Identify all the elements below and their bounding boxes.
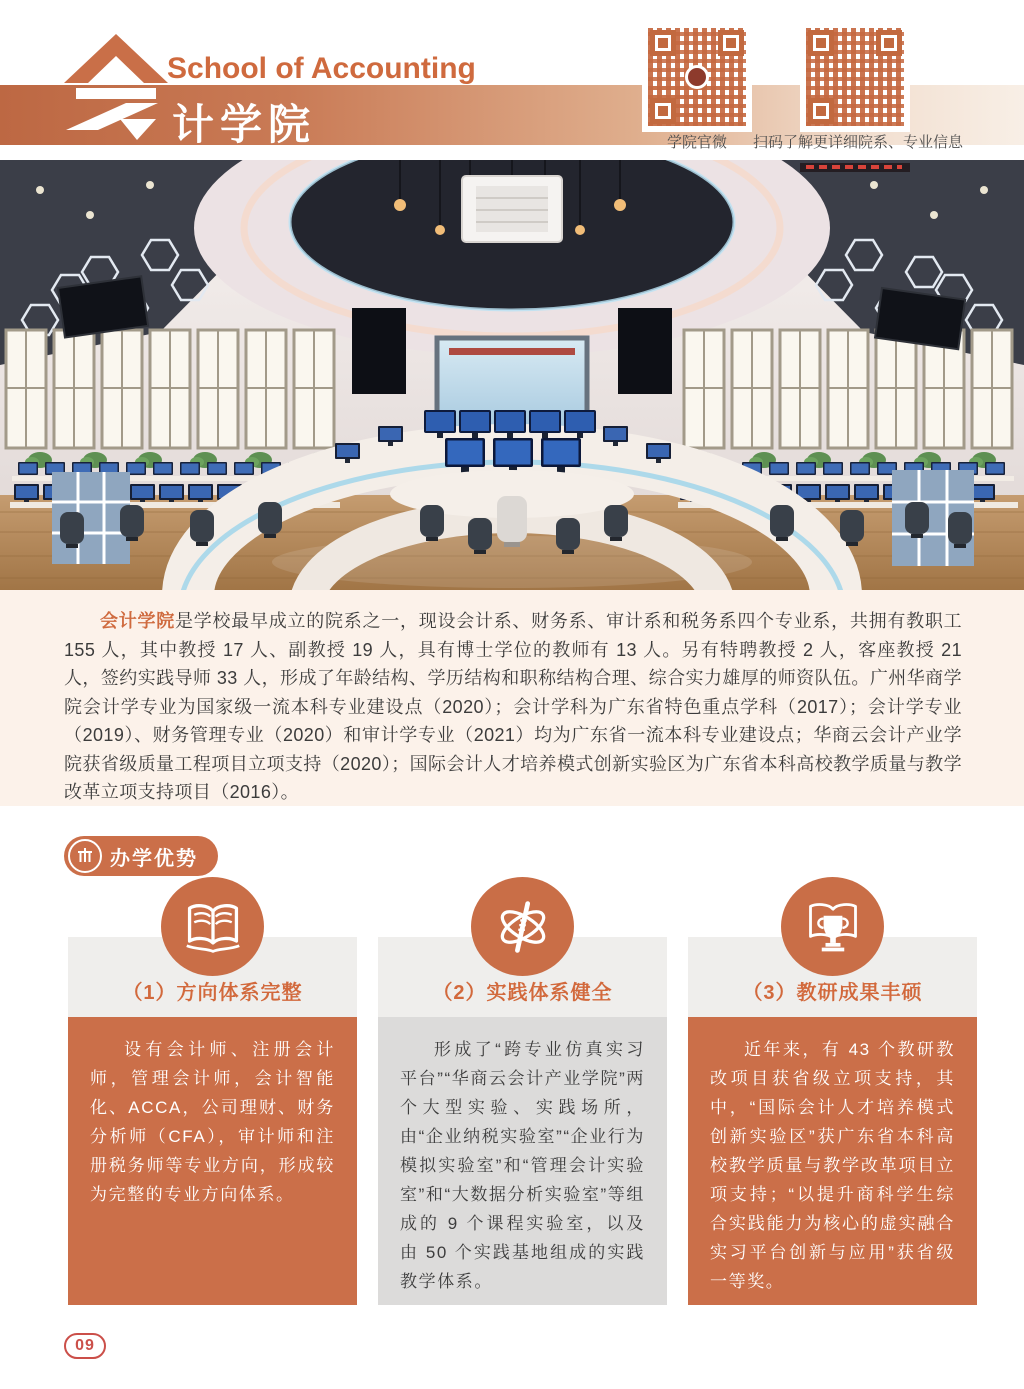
qr-finder-icon [808, 30, 834, 56]
intro-panel [0, 590, 1024, 806]
section-badge-label: 办学优势 [110, 847, 198, 870]
column-2-body: 形成了“跨专业仿真实习平台”“华商云会计产业学院”两个大型实验、实践场所，由“企业纳税实验室”“企业行为模拟实验室”和“管理会计实验室”和“大数据分析实验室”等组成的 9 个课程实验室，以及由 50 个实践基地组成的实践教学体系。 [378, 1017, 667, 1305]
column-1-body: 设有会计师、注册会计师，管理会计师，会计智能化、ACCA，公司理财、财务分析师（CFA），审计师和注册税务师等专业方向，形成较为完整的专业方向体系。 [68, 1017, 357, 1305]
qr-finder-icon [650, 98, 676, 124]
qr-info-label: 扫码了解更详细院系、专业信息 [752, 134, 963, 151]
column-1-title: （1）方向体系完整 [122, 982, 303, 1004]
qr-finder-icon [650, 30, 676, 56]
qr-code-wechat-icon [648, 28, 746, 126]
intro-body: 是学校最早成立的院系之一，现设会计系、财务系、审计系和税务系四个专业系，共拥有教职工 155 人，其中教授 17 人、副教授 19 人，具有博士学位的教师有 13 人。另有特聘教授 2 人，客座教授 21 人，签约实践导师 33 人，形成了年龄结构、学历结构和职称结构合理、综合实力雄厚的师资队伍。广州华商学院会计学专业为国家级一流本科专业建设点（2020）；会计学科为广东省特色重点学科（2017）；会计学专业（2019）、财务管理专业（2020）和审计学专业（2021）均为广东省一流本科专业建设点；华商云会计产业学院获省级质量工程项目立项支持（2020）；国际会计人才培养模式创新实验区为广东省本科高校教学质量与教学改革立项支持项目（2016）。 [64, 611, 963, 802]
qr-center-seal-icon [685, 65, 709, 89]
column-3-body: 近年来，有 43 个教研教改项目获省级立项支持，其中，“国际会计人才培养模式创新实验区”获广东省本科高校教学质量与教学改革项目立项支持；“以提升商科学生综合实践能力为核心的虚实融合实习平台创新与应用”获省级一等奖。 [688, 1017, 977, 1305]
intro-lead: 会计学院 [100, 611, 175, 631]
qr-code-info-icon [806, 28, 904, 126]
column-3-title: （3）教研成果丰硕 [742, 982, 923, 1004]
open-book-icon [161, 877, 264, 976]
section-badge [64, 836, 218, 876]
page-number-badge: 09 [64, 1333, 106, 1359]
school-title-zh: 计学院 [172, 101, 317, 148]
intro-paragraph [0, 590, 1024, 807]
atom-icon [471, 877, 574, 976]
school-logo-icon [64, 30, 168, 144]
column-2-title: （2）实践体系健全 [432, 982, 613, 1004]
trophy-book-icon [781, 877, 884, 976]
qr-wechat-label: 学院官微 [666, 134, 727, 151]
lab-photo [0, 160, 1024, 590]
qr-finder-icon [718, 30, 744, 56]
university-seal-icon [68, 839, 102, 873]
school-title-en: School of Accounting [167, 52, 476, 85]
qr-finder-icon [876, 30, 902, 56]
qr-finder-icon [808, 98, 834, 124]
